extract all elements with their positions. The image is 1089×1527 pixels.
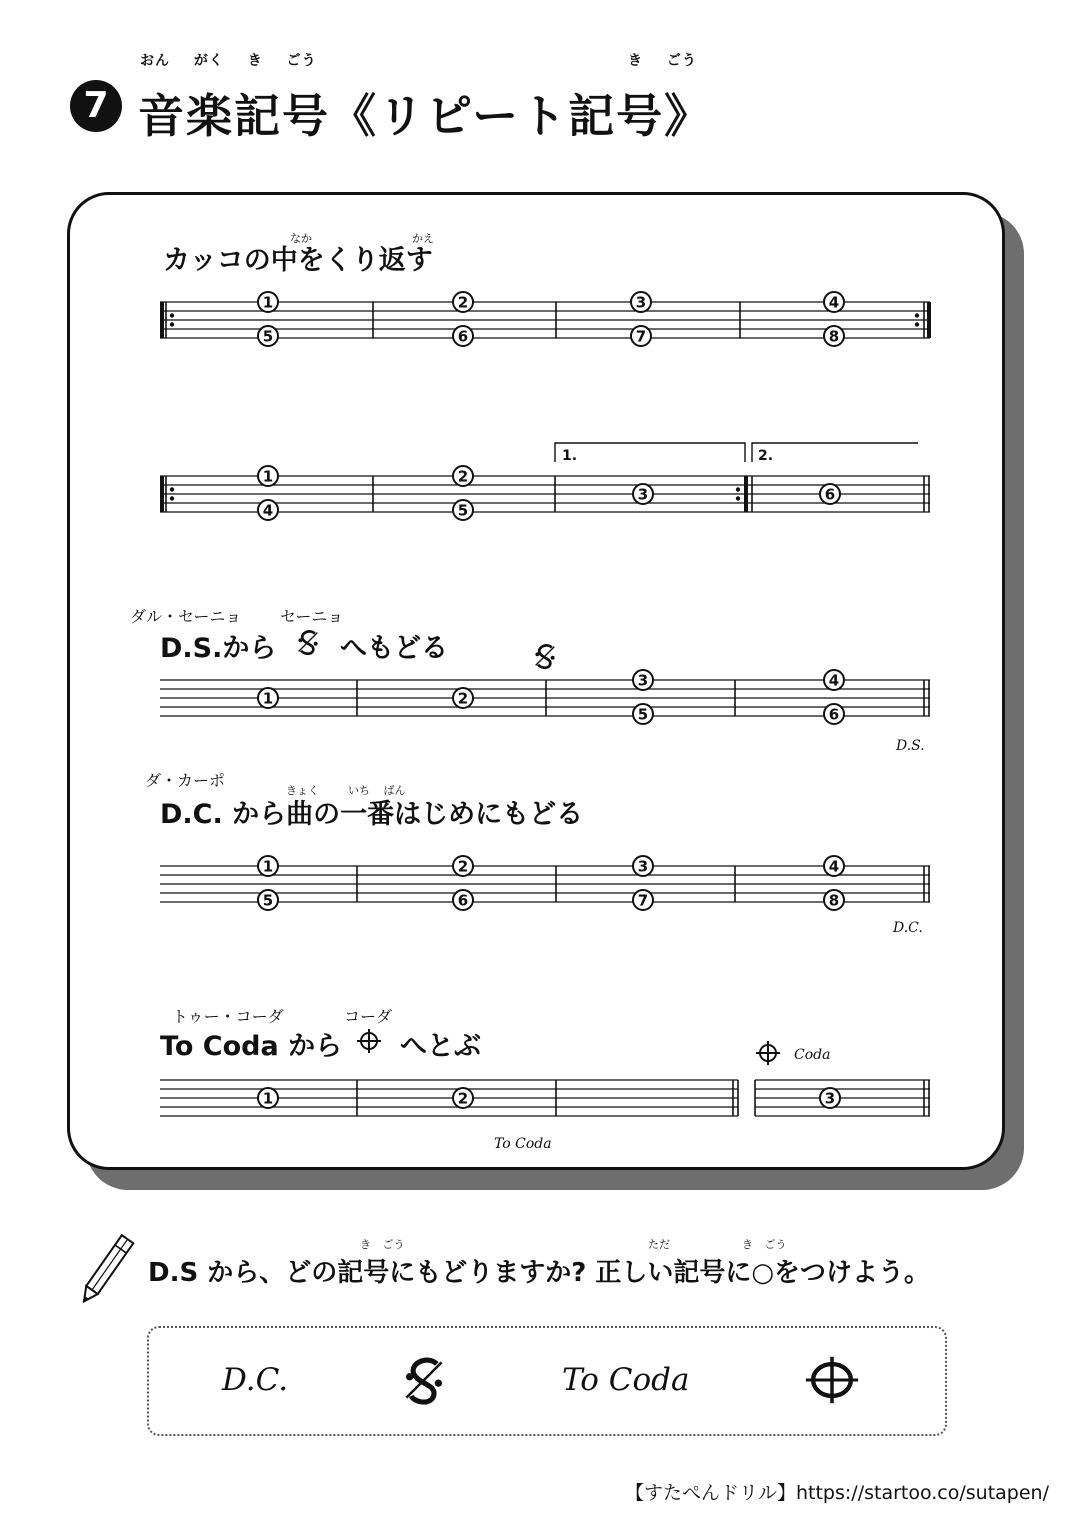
note-number (633, 484, 653, 504)
heading-coda-pre: To Coda から (160, 1031, 343, 1062)
svg-text:2: 2 (457, 1089, 469, 1108)
heading-segno-icon (298, 631, 317, 653)
answer-to-coda[interactable]: To Coda (562, 1362, 690, 1398)
heading-coda-icon (357, 1029, 381, 1053)
svg-text:8: 8 (828, 891, 840, 910)
repeat-end-thick (927, 302, 931, 338)
title-ruby-left: おん がく き ごう (140, 53, 317, 69)
heading-repeat: カッコの中をくり返す (163, 245, 433, 276)
svg-text:5: 5 (262, 891, 274, 910)
note-number (824, 670, 844, 690)
svg-text:5: 5 (637, 705, 649, 724)
ruby-kae: かえ (412, 232, 434, 245)
ruby-ichiban: いち ばん (348, 784, 406, 797)
note-number (631, 326, 651, 346)
svg-text:3: 3 (635, 293, 647, 312)
repeat-start-thick (160, 302, 164, 338)
title-ruby-right: き ごう (628, 53, 697, 69)
note-number (820, 484, 840, 504)
svg-text:1: 1 (262, 689, 274, 708)
svg-text:1: 1 (262, 1089, 274, 1108)
svg-text:7: 7 (637, 891, 649, 910)
svg-text:1: 1 (262, 467, 274, 486)
ruby-tada: ただ (648, 1238, 670, 1251)
note-number (453, 500, 473, 520)
ruby-segno: セーニョ (280, 607, 344, 626)
svg-text:3: 3 (637, 671, 649, 690)
note-number (258, 688, 278, 708)
dc-label: D.C. (893, 920, 923, 936)
svg-text:4: 4 (828, 671, 840, 690)
ruby-dal-segno: ダル・セーニョ (130, 607, 242, 626)
svg-text:3: 3 (637, 857, 649, 876)
answer-dc[interactable]: D.C. (222, 1362, 289, 1398)
staff-marks (160, 292, 931, 1116)
ds-label: D.S. (896, 738, 925, 754)
note-number (633, 704, 653, 724)
svg-text:4: 4 (828, 857, 840, 876)
note-number (453, 466, 473, 486)
svg-text:6: 6 (457, 327, 469, 346)
staff-segno-icon (535, 645, 554, 667)
svg-text:1: 1 (262, 857, 274, 876)
svg-text:7: 7 (635, 327, 647, 346)
note-number (633, 670, 653, 690)
svg-text:4: 4 (262, 501, 274, 520)
heading-ds-post: へもどる (340, 633, 448, 664)
page-title: 音楽記号《リピート記号》 (138, 89, 713, 143)
svg-text:2: 2 (457, 467, 469, 486)
second-ending-bracket (752, 443, 918, 462)
note-number (820, 1088, 840, 1108)
note-number (824, 890, 844, 910)
svg-text:3: 3 (824, 1089, 836, 1108)
ruby-da-capo: ダ・カーポ (145, 771, 226, 790)
repeat-start-thick (160, 476, 164, 512)
staff-lines (160, 302, 930, 1116)
ruby-naka: なか (290, 232, 312, 245)
svg-text:3: 3 (637, 485, 649, 504)
note-number (453, 326, 473, 346)
note-number (633, 890, 653, 910)
heading-coda-post: へとぶ (400, 1031, 481, 1062)
note-number (453, 856, 473, 876)
ruby-kigou-1: き ごう (360, 1238, 405, 1251)
note-number (453, 1088, 473, 1108)
second-ending-label: 2. (758, 448, 774, 464)
staff-row-5a (160, 1080, 738, 1116)
repeat-end-thick (744, 476, 748, 512)
note-number (453, 890, 473, 910)
svg-text:6: 6 (824, 485, 836, 504)
title-number-badge: 7 (70, 80, 122, 132)
ruby-kigou-2: き ごう (742, 1238, 787, 1251)
first-ending-label: 1. (562, 448, 578, 464)
note-number (824, 704, 844, 724)
svg-text:2: 2 (457, 689, 469, 708)
staff-row-5b (755, 1080, 930, 1116)
svg-text:2: 2 (457, 293, 469, 312)
svg-text:5: 5 (262, 327, 274, 346)
note-number (258, 326, 278, 346)
coda-label: Coda (794, 1047, 831, 1063)
svg-text:4: 4 (828, 293, 840, 312)
pencil-icon (78, 1235, 133, 1305)
to-coda-label: To Coda (494, 1136, 552, 1152)
heading-ds-pre: D.S.から (160, 633, 277, 664)
svg-text:1: 1 (262, 293, 274, 312)
note-number (631, 292, 651, 312)
note-number (258, 466, 278, 486)
staff-coda-icon (756, 1041, 780, 1065)
note-number (453, 292, 473, 312)
note-number (258, 1088, 278, 1108)
question-text: D.S から、どの記号にもどりますか? 正しい記号に○をつけよう。 (148, 1258, 931, 1288)
svg-text:6: 6 (457, 891, 469, 910)
ruby-coda: コーダ (344, 1007, 393, 1026)
note-number (258, 292, 278, 312)
ruby-to-coda: トゥー・コーダ (172, 1007, 284, 1026)
note-number (633, 856, 653, 876)
note-number (258, 890, 278, 910)
note-number (258, 500, 278, 520)
svg-text:5: 5 (457, 501, 469, 520)
note-number (824, 856, 844, 876)
ruby-kyoku: きょく (286, 784, 319, 797)
footer-credit: 【すたぺんドリル】https://startoo.co/sutapen/ (624, 1482, 1049, 1504)
first-ending-bracket (555, 443, 745, 462)
note-number (258, 856, 278, 876)
note-number (824, 292, 844, 312)
heading-dc: D.C. から曲の一番はじめにもどる (160, 799, 584, 830)
svg-text:2: 2 (457, 857, 469, 876)
svg-text:6: 6 (828, 705, 840, 724)
note-number (824, 326, 844, 346)
svg-text:8: 8 (828, 327, 840, 346)
note-number (453, 688, 473, 708)
